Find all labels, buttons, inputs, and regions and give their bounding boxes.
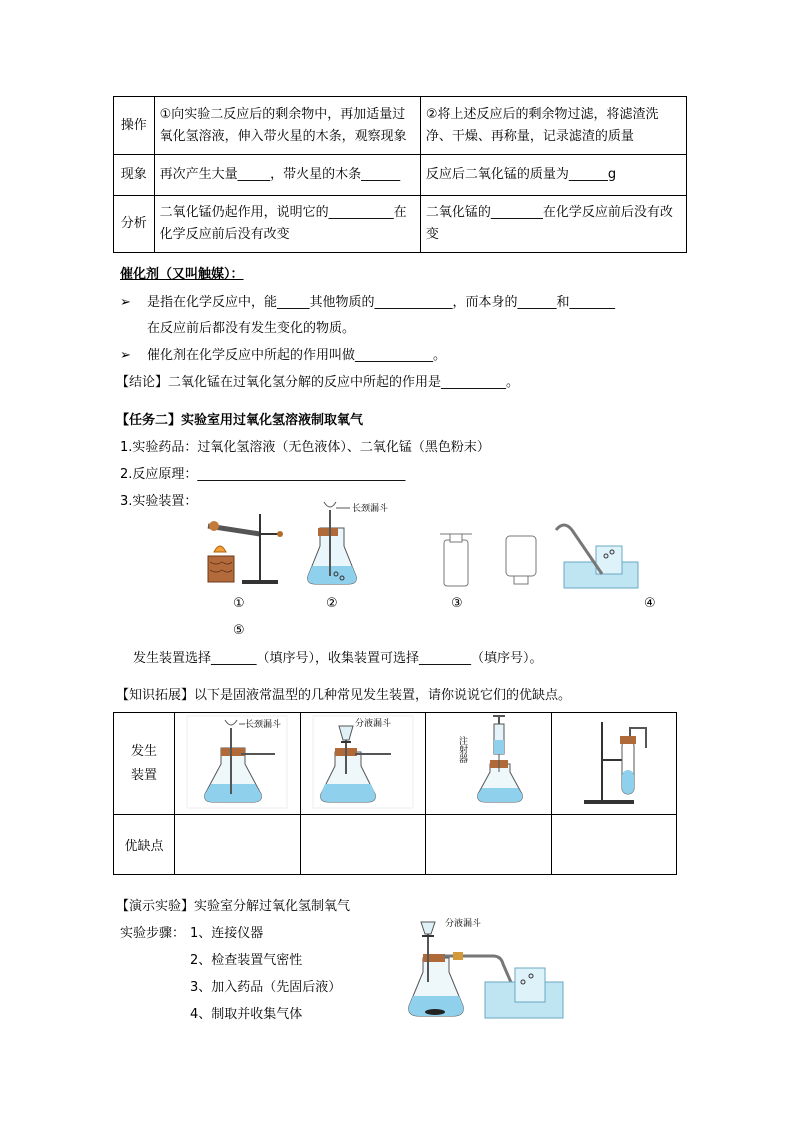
operation-right: ②将上述反应后的剩余物过滤，将滤渣洗净、干燥、再称量，记录滤渣的质量 — [420, 97, 686, 155]
device-cell-4 — [551, 713, 677, 815]
step-3: 3、加入药品（先固后液） — [190, 980, 342, 995]
apparatus-figure — [200, 500, 670, 600]
catalysis-definition: 催化剂在化学反应中所起的作用叫做____________。 — [147, 348, 447, 363]
steps-label: 实验步骤： — [120, 926, 186, 941]
device-comparison-table — [113, 712, 677, 875]
device-cell-3 — [426, 713, 552, 815]
device-cell-1 — [175, 713, 301, 815]
pros-cons-cell-4[interactable] — [551, 815, 677, 875]
funnel-label: 长颈漏斗 — [352, 504, 389, 514]
analysis-right: 二氧化锰的________在化学反应前后没有改变 — [420, 196, 686, 253]
phenomenon-right: 反应后二氧化锰的质量为______g — [420, 155, 686, 196]
table-row — [114, 97, 687, 155]
test-tube-device-image — [562, 714, 666, 810]
row-label-operation: 操作 — [114, 97, 155, 155]
flask-funnel-image — [308, 502, 388, 584]
row-label-phenomenon: 现象 — [114, 155, 155, 196]
conclusion: 【结论】二氧化锰在过氧化氢分解的反应中所起的作用是__________。 — [116, 375, 520, 390]
step-2: 2、检查装置气密性 — [190, 953, 303, 968]
device-selection: 发生装置选择_______（填序号），收集装置可选择________（填序号）。 — [133, 651, 543, 666]
demo-title: 【演示实验】实验室分解过氧化氢制氧气 — [116, 899, 351, 914]
task2-title: 【任务二】实验室用过氧化氢溶液制取氧气 — [116, 413, 364, 428]
separatory-funnel-device-image — [311, 714, 415, 810]
pros-cons-cell-2[interactable] — [300, 815, 426, 875]
experiment-table — [113, 96, 687, 253]
apparatus-label-3: ③ — [451, 596, 463, 611]
device-label-long-funnel: 长颈漏斗 — [245, 719, 282, 730]
device-label-separatory-funnel: 分液漏斗 — [354, 718, 391, 729]
bullet-icon: ➢ — [120, 348, 131, 363]
extension-title: 【知识拓展】以下是固液常温型的几种常见发生装置，请你说说它们的优缺点。 — [116, 688, 572, 703]
apparatus-label-5: ⑤ — [233, 623, 245, 638]
heating-apparatus-image — [208, 514, 283, 584]
row-label-device: 发生装置 — [114, 713, 175, 815]
gas-bottle-upright-image — [440, 534, 472, 586]
demo-apparatus-image — [405, 912, 565, 1022]
table-row — [114, 196, 687, 253]
table-row — [114, 713, 677, 815]
catalyst-definition-cont: 在反应前后都没有发生变化的物质。 — [147, 321, 356, 336]
syringe-device-image — [436, 714, 540, 810]
table-row — [114, 155, 687, 196]
apparatus-label-1: ① — [233, 596, 245, 611]
device-label-syringe: 注射器 — [457, 735, 468, 763]
demo-funnel-label: 分液漏斗 — [445, 919, 482, 929]
row-label-analysis: 分析 — [114, 196, 155, 253]
pros-cons-cell-3[interactable] — [426, 815, 552, 875]
task2-item2: 2.反应原理：________________________________ — [120, 467, 406, 482]
water-trough-image — [556, 525, 638, 588]
apparatus-label-4: ④ — [644, 596, 656, 611]
table-row — [114, 815, 677, 875]
analysis-left: 二氧化锰仍起作用，说明它的__________在化学反应前后没有改变 — [154, 196, 420, 253]
gas-bottle-inverted-image — [506, 536, 536, 584]
task2-item3: 3.实验装置： — [120, 494, 198, 509]
pros-cons-cell-1[interactable] — [175, 815, 301, 875]
device-cell-2 — [300, 713, 426, 815]
long-funnel-device-image — [185, 714, 289, 810]
apparatus-label-2: ② — [326, 596, 338, 611]
step-4: 4、制取并收集气体 — [190, 1007, 303, 1022]
catalyst-definition: 是指在化学反应中，能_____其他物质的____________，而本身的______和_______ — [147, 295, 616, 310]
task2-item1: 1.实验药品：过氧化氢溶液（无色液体）、二氧化锰（黑色粉末） — [120, 440, 490, 455]
catalyst-title: 催化剂（又叫触媒）： — [120, 267, 244, 282]
step-1: 1、连接仪器 — [190, 926, 264, 941]
operation-left: ①向实验二反应后的剩余物中，再加适量过氧化氢溶液，伸入带火星的木条，观察现象 — [154, 97, 420, 155]
phenomenon-left: 再次产生大量_____，带火星的木条______ — [154, 155, 420, 196]
bullet-icon: ➢ — [120, 295, 131, 310]
row-label-pros-cons: 优缺点 — [114, 815, 175, 875]
